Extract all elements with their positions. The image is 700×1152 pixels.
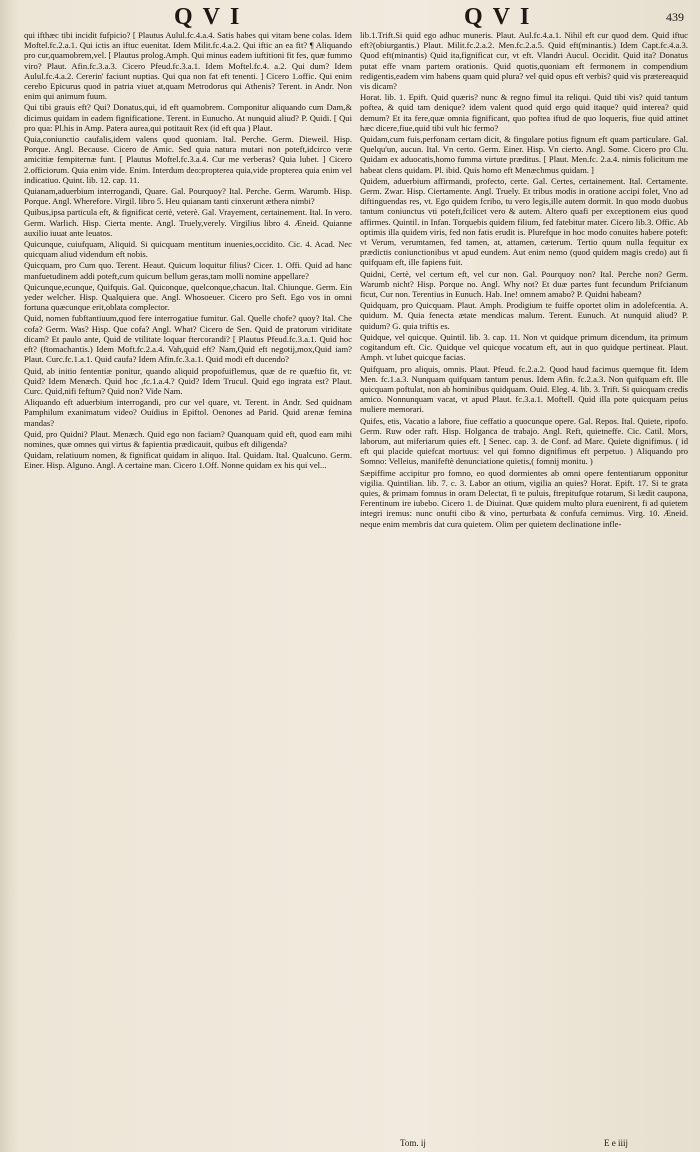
running-head-right: QVI: [464, 4, 540, 30]
left-paragraph: Quia,coniunctio caufalis,idem valens quod quoniam. Ital. Perche. Germ. Dieweil. Hisp. Porque. Angl. Because. Cicero de Amic. Sed quia natura mutari non poteft,idcirco veræ amicitiæ fempiternæ funt. [ Plautus Moftel.fc.3.a.4. Cur me verberas? Quia lubet. ] Cicero 2.officiorum. Quia enim vide. Enim. Interdum deo:propterea quia,vide propterea quia enim vel indicatiuo. Quint. lib. 12. cap. 11.: [24, 134, 352, 185]
left-paragraph: Quid, nomen fubftantiuum,quod fere interrogatiue fumitur. Gal. Quelle chofe? quoy? Ital. Che cofa? Germ. Was? Hisp. Que cofa? Angl. What? Cicero de Sen. Quid de pratorum viriditate dicam? Et paulo ante, Quid de vtilitate loquar ftercorandi? [ Plautus Pfeud.fc.3.a.1. Quid hoc eft? (ftomachantis.) Idem Moft.fc.2.a.4. Vah,quid eft? Nam,Quid eft negotij,mox,Quid iam? Plaut. Curc.fc.1.a.1. Quid caufa? Idem Afin.fc.3.a.1. Quid modi eft ducendo?: [24, 313, 352, 365]
left-paragraph: Qui tibi grauis eft? Qui? Donatus,qui, id eft quamobrem. Componitur aliquando cum Dam,& dicimus quidam in eadem fignificatione. Terent. in Eunucho. At nunquid aliud? P. Quidi. [ Qui pro qua: Pl.his in Amp. Patera aurea,qui potitauit Rex (id eft qua ) Plaut.: [24, 102, 352, 133]
left-paragraph: Quicunque,ecunque, Quifquis. Gal. Quiconque, quelconque,chacun. Ital. Chiunque. Germ. Ein yeder welcher. Hisp. Qualquiera que. Angl. Whosoeuer. Cicero pro Seft. Ego vos in omni fortuna quæcunque erit,oblata complector.: [24, 281, 352, 313]
left-paragraph: Quianam,aduerbium interrogandi, Quare. Gal. Pourquoy? Ital. Perche. Germ. Warumb. Hisp. Porque. Angl. Wherefore. Virgil. libro 5. Heu quianam tanti cinxerunt æthera nimbi?: [24, 186, 352, 207]
left-paragraph: Quibus,ipsa particula eft, & fignificat certè, veterè. Gal. Vrayement, certainement. Ital. In vero. Germ. Warlich. Hisp. Cierta mente. Angl. Truely,verely. Virgilius libro 4. Æneid. Quianne auxilio iuuat ante leuatos.: [24, 207, 352, 238]
left-paragraph: Quicunque, cuiufquam, Aliquid. Si quicquam mentitum inuenies,occidito. Cic. 4. Acad. Nec quicquam aliud videndum eft nobis.: [24, 239, 352, 260]
page-number: 439: [666, 10, 684, 24]
right-paragraph: Sæpiffime accipitur pro fomno, eo quod dormientes ab omni opere fententiarum opponitur vigilia. Quintilian. lib. 7. c. 3. Labor an otium, vigilia an quies? Horat. Epift. 17. Si te grata quies, & primam fomnus in oram Delectat, fi te puluis, ftrepitufque rotarum, Si lædit caupona, Ferentinum ire iubebo. Cicero 1. de Diuinat. Quæ quidem multo plura euenirent, fi ad quietem integri iremus: nunc onufti cibo & vino, perturbata & confufa cernimus. Virg. 10. Æneid. neque enim membris dat cura quietem. Olim per quietem declinatione infle-: [360, 467, 688, 529]
right-paragraph: Quidquam, pro Quicquam. Plaut. Amph. Prodigium te fuiffe oportet olim in adolefcentia. A. quidum. M. Quia fenecta ætate mendicas malum. Terent. Eunuch. At nunquid aliud? P. quidum? G. quia triftis es.: [360, 300, 688, 331]
right-column: [360, 30, 688, 1138]
left-paragraph: Quicquam, pro Cum quo. Terent. Heaut. Quicum loquitur filius? Cicer. 1. Offi. Quid ad hanc manfuetudinem addi poteft,cum quicum bellum geras,tam molli nomine appellare?: [24, 260, 352, 281]
left-paragraph: Quidam, relatiuum nomen, & fignificat quidam in aliquo. Ital. Quidam. Ital. Qualcuno. Germ. Einer. Hisp. Alguno. Angl. A certaine man. Cicero 1.Off. Nonne quidam ex his qui vel...: [24, 450, 352, 471]
text-columns: [24, 30, 688, 1138]
left-paragraph: Quid, pro Quidni? Plaut. Menæch. Quid ego non faciam? Quanquam quid eft, quod eam mihi nomines, quæ omnes qui virtus & fapientia prædicauit, quibus eft diligenda?: [24, 428, 352, 449]
signature-mark: E e iiij: [604, 1138, 628, 1148]
left-column: [24, 30, 352, 1138]
right-paragraph: Quifes, etis, Vacatio a labore, fiue ceffatio a quocunque opere. Gal. Repos. Ital. Quiete, ripofo. Germ. Ruw oder raft. Hisp. Holganca de trabajo. Angl. Reft, quietneffe. Cic. Catil. Mors, laborum, aut miferiarum quies eft. [ Senec. cap. 3. de Conf. ad Marc. Quiete dignifimus. ( id eft qui placide quiefcat mortuus: vel qui fomno dignifimus eft perpetuo. ) Aliquando pro Somno: Velleius, manifeftè denunciatione quietis,( fomnij monitu. ): [360, 415, 688, 467]
right-paragraph: Quifquam, pro aliquis, omnis. Plaut. Pfeud. fc.2.a.2. Quod haud facimus quemque fit. Idem Men. fc.1.a.3. Nunquam quifquam tantum penus. Idem Afin. fc.2.a.3. Non quifquam eft. Ille quicquam poftulat, non ab hominibus quidquam. Ouid. Eleg. 4. lib. 3. Trift. Si quicquam credis amico. Nonnunquam vacat, vt apud Plaut. fc.3.a.1. Moftell. Quid illa pote quicquam peius muliere memorari.: [360, 363, 688, 415]
left-paragraph: Quid, ab initio fententiæ ponitur, quando aliquid propofuiflemus, quæ de re quæftio fit, vt: Quid? Idem Menæch. Quid hoc ,fc.1.a.4.? Quid? Idem Trucul. Quid ego ingrata est? Plaut. Curc. Quid,nifi feftum? Quid non? Vide Nam.: [24, 365, 352, 396]
right-paragraph: Horat. lib. 1. Epift. Quid quæris? nunc & regno fimul ita reliqui. Quid tibi vis? quid tantum poftea, & quid tam denique? idem valent quod quid ergo quid itaque? quid interea? quid demum? Et ita fere,quæ omnia fignificant, quo poftea iftud de quo loqueris, fiue quid attinet hæc dicere,fiue,quid tibi vult hic fermo?: [360, 92, 688, 133]
right-paragraph: Quidem, aduerbium affirmandi, profecto, certe. Gal. Certes, certainement. Ital. Certamente. Germ. Zwar. Hisp. Ciertamente. Angl. Truely. Et tribus modis in oratione accipi folet, Vno ad diftinguendas res, vt. Ego quidem fcribo, tu vero legis,ille autem dormit. In quo modo duobus tantum coniunctus vti poteft,fcilicet vero & autem. Altero quafi per exceptionem eius quod affirmes. Quintil. in Infan. Torquebis quidem filium, fed fatebitur mater. Cicero lib.3. Offic. Ab optimis illa quidem viris, fed non fatis erudit is. Plurefque in hoc modo conuites habere poteft: vt Verum, verumtamen, fed tamen, at, attamen, cæterum. Tertio quum nulla fequitur ex prædictis coniunctionibus vt apud eundem. Aut enim nemo (quod quidem magis credo) aut fi quifquam eft, ille fapiens fuit.: [360, 175, 688, 268]
page-header: [24, 4, 688, 28]
right-paragraph: Quidam,cum fuis,perfonam certam dicit, & fingulare potius fignum eft quam particulare. Gal. Quelqu'un, aucun. Ital. Vn certo. Germ. Einer. Hisp. Vn cierto. Angl. Some. Cicero pro Clu. Quidam ex aduocatis,homo fumma virtute præditus. [ Plaut. Men.fc. 2.a.4. nimis folicitum me habeat clens quidam. Pl. ibid. Quis homo eft Menæchmus quidam. ]: [360, 134, 688, 175]
left-paragraph: qui ifthæc tibi incidit fufpicio? [ Plautus Aulul.fc.4.a.4. Satis habes qui vitam bene colas. Idem Moftel.fc.2.a.1. Qui ictis an iftuc euenitat. Idem Milit.fc.4.a.2. Qui iftic an ea fit? ¶ Aliquando pro cur,quamobrem,vel. [ Plautus prolog.Amph. Qui minus eadem iuftitioni fit fes, quæ fummo viro? Plaut. Afin.fc.3.a.3. Cicero Pfeud.fc.3.a.1. Idem Moftel.fc.4. a.2. Qui dum? Idem Aulul.fc.4.a.2. Cererin' faciunt nuptias. Qui qua non fat eft tenenti. ] Cicero 1.offic. Qui enim cerebo Epicurus quod in patria viuet at,quam Metrodorus qui Athenis? Terent. in Andr. Non enim qui animum fuum.: [24, 30, 352, 102]
page-footer: [0, 1138, 688, 1152]
right-paragraph: Quidni, Certè, vel certum eft, vel cur non. Gal. Pourquoy non? Ital. Perche non? Germ. Warumb nicht? Hisp. Porque no. Angl. Why not? Et duæ partes funt fecundum Prifcianum ficut, Cur non. Terentius in Eunuch. Hab. Ine! omnem amabo? P. Quidni habeam?: [360, 268, 688, 300]
right-paragraph: lib.1.Trift.Si quid ego adhuc muneris. Plaut. Aul.fc.4.a.1. Nihil eft cur quod dem. Quid iftuc eft?(obiurgantis.) Plaut. Milit.fc.2.a.2. Men.fc.2.a.5. Quid eft(minantis.) Idem Capt.fc.4.a.3. Quod eft(minantis) Quid ita,fignificat cur, vt eft. Vlandri Aucul. Occidit. Quid ita? Donatus putat effe vnam partem orationis. Quid quotis,quoniam eft fermonem in compendium redigentis,eadem vim habens quam quid plura? vel quid opus eft verbis? quid vis prætereaquid vis dicam?: [360, 30, 688, 92]
left-paragraph: Aliquando eft aduerbium interrogandi, pro cur vel quare, vt. Terent. in Andr. Sed quidnam Pamphilum exanimatum video? Ouidius in Epiftol. Oenones ad Parid. Quid arenæ femina mandas?: [24, 397, 352, 428]
right-paragraph: Quidque, vel quicque. Quintil. lib. 3. cap. 11. Non vt quidque primum dicendum, ita primum cogitandum eft. Cic. Quidque vel quicque vocatum eft, aut in quo quidque pertineat. Plaut. Amph. vt lubet quicque facias.: [360, 331, 688, 363]
volume-label: Tom. ij: [400, 1138, 426, 1148]
running-head-left: QVI: [174, 4, 250, 30]
